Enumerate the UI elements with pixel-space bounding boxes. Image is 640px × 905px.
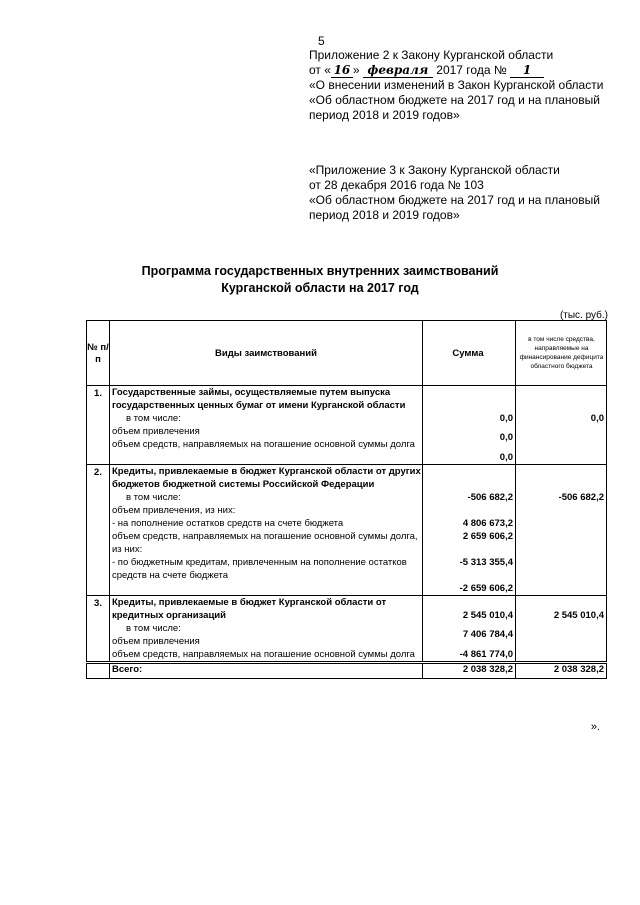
appendix-line: Приложение 2 к Закону Курганской области <box>309 48 554 62</box>
row-kind <box>110 465 423 596</box>
title-line: Курганской области на 2017 год <box>221 281 419 295</box>
handwritten-day: 16 <box>331 64 353 78</box>
appendix-line: период 2018 и 2019 годов» <box>309 108 460 122</box>
row-sum <box>423 386 516 465</box>
section-title: Государственные займы, осуществляемые путем выпуска государственных ценных бумаг от имени Курганской области <box>112 387 406 411</box>
in-that-number: в том числе: <box>126 492 181 503</box>
appendix-line: «Об областном бюджете на 2017 год и на плановый <box>309 193 600 207</box>
header-kind: Виды заимствований <box>110 321 423 386</box>
item-value: 0,0 <box>499 432 513 443</box>
handwritten-month: февраля <box>363 64 433 78</box>
borrowings-table <box>86 320 607 679</box>
document-title <box>0 263 640 297</box>
section-title: Кредиты, привлекаемые в бюджет Курганской области от других бюджетов бюджетной системы Российской Федерации <box>112 466 421 490</box>
total-sum: 2 038 328,2 <box>423 663 516 679</box>
item-value: 7 406 784,4 <box>462 629 513 640</box>
row-num: 1. <box>87 386 110 465</box>
appendix-original <box>309 163 609 223</box>
row-sum <box>423 596 516 663</box>
total-label-text: Всего: <box>112 664 143 675</box>
item-value: 0,0 <box>499 452 513 463</box>
table-row <box>87 465 607 596</box>
item-label: объем привлечения, из них: <box>112 505 236 516</box>
appendix-line: от 28 декабря 2016 года № 103 <box>309 178 484 192</box>
appendix-line: период 2018 и 2019 годов» <box>309 208 460 222</box>
handwritten-number: 1 <box>510 64 544 78</box>
year-text: 2017 года № <box>436 63 507 77</box>
page-number: 5 <box>318 34 325 48</box>
item-label: объем средств, направляемых на погашение основной суммы долга, из них: <box>112 531 418 555</box>
section-deficit: 0,0 <box>590 413 604 424</box>
row-kind <box>110 596 423 663</box>
appendix-current <box>309 48 609 123</box>
section-title: Кредиты, привлекаемые в бюджет Курганской области от кредитных организаций <box>112 597 387 621</box>
item-value: -2 659 606,2 <box>459 583 513 594</box>
section-deficit: -506 682,2 <box>558 492 604 503</box>
section-total-sum: 2 545 010,4 <box>462 610 513 621</box>
row-num: 3. <box>87 596 110 663</box>
appendix-line: «Об областном бюджете на 2017 год и на плановый <box>309 93 600 107</box>
item-value: -4 861 774,0 <box>459 649 513 660</box>
item-label: - по бюджетным кредитам, привлеченным на пополнение остатков средств на счете бюджета <box>112 557 407 581</box>
units-label: (тыс. руб.) <box>559 310 608 321</box>
item-label: - на пополнение остатков средств на счете бюджета <box>112 518 344 529</box>
appendix-line: «О внесении изменений в Закон Курганской области <box>309 78 604 92</box>
item-label: объем средств, направляемых на погашение основной суммы долга <box>112 439 415 450</box>
header-sum: Сумма <box>423 321 516 386</box>
appendix-date-line: от « 16 » февраля 2017 года № 1 <box>309 63 609 78</box>
item-label: объем привлечения <box>112 636 200 647</box>
title-line: Программа государственных внутренних заимствований <box>141 264 499 278</box>
header-deficit: в том числе средства, направляемые на финансирование дефицита областного бюджета <box>516 321 607 386</box>
in-that-number: в том числе: <box>126 623 181 634</box>
row-deficit <box>516 465 607 596</box>
row-num: 2. <box>87 465 110 596</box>
appendix-line: «Приложение 3 к Закону Курганской области <box>309 163 560 177</box>
table-row <box>87 386 607 465</box>
table-row <box>87 596 607 663</box>
row-deficit <box>516 386 607 465</box>
total-num <box>87 663 110 679</box>
row-kind <box>110 386 423 465</box>
table-header-row <box>87 321 607 386</box>
row-deficit <box>516 596 607 663</box>
closing-mark: ». <box>590 721 600 733</box>
item-value: 2 659 606,2 <box>462 531 513 542</box>
from-prefix: от <box>309 63 321 77</box>
item-value: -5 313 355,4 <box>459 557 513 568</box>
section-total-sum: -506 682,2 <box>467 492 513 503</box>
item-label: объем привлечения <box>112 426 200 437</box>
row-sum <box>423 465 516 596</box>
total-label <box>110 663 423 679</box>
total-deficit: 2 038 328,2 <box>516 663 607 679</box>
item-value: 4 806 673,2 <box>462 518 513 529</box>
item-label: объем средств, направляемых на погашение основной суммы долга <box>112 649 415 660</box>
total-row <box>87 663 607 679</box>
header-num: № п/п <box>87 321 110 386</box>
section-deficit: 2 545 010,4 <box>553 610 604 621</box>
in-that-number: в том числе: <box>126 413 181 424</box>
section-total-sum: 0,0 <box>499 413 513 424</box>
